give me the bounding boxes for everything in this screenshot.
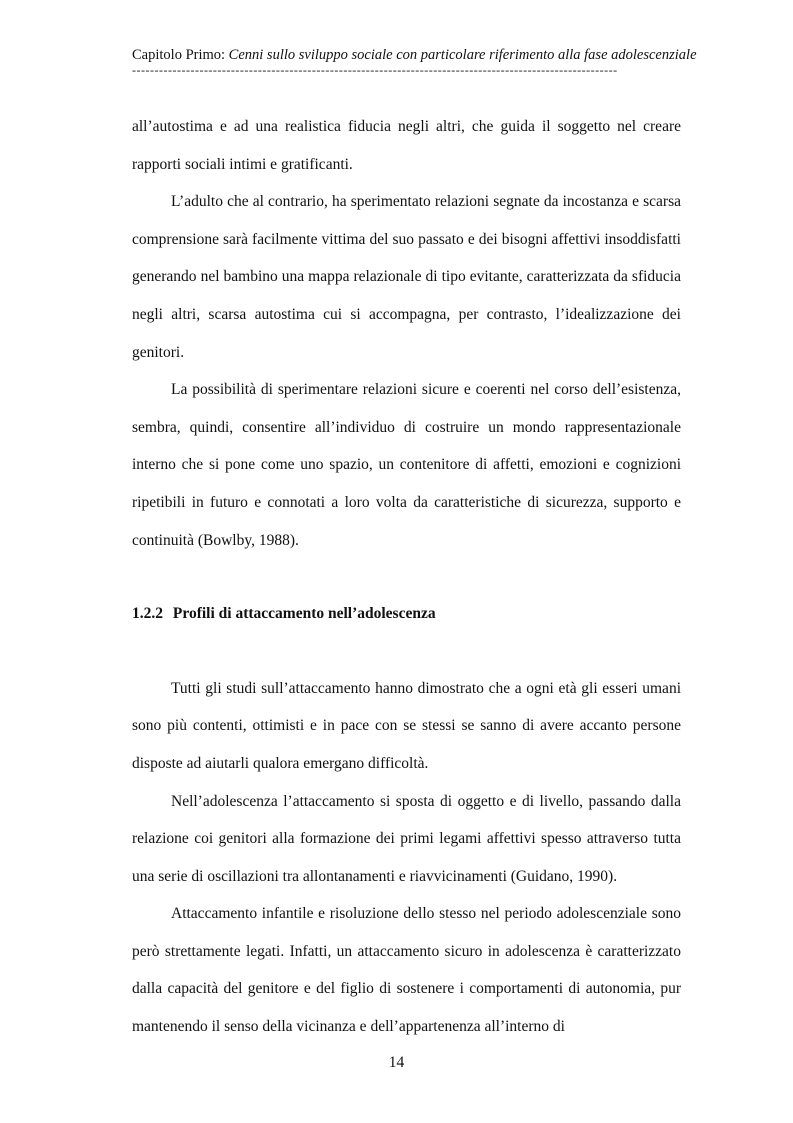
page-number: 14 — [388, 1054, 405, 1071]
paragraph-4: Tutti gli studi sull’attaccamento hanno dimostrato che a ogni età gli esseri umani sono più contenti, ottimisti e in pace con se stessi se sanno di avere accanto persone disposte ad aiutarli qualora emergano difficoltà. — [132, 679, 681, 772]
body-text — [132, 108, 681, 1046]
paragraph-2: L’adulto che al contrario, ha sperimentato relazioni segnate da incostanza e scarsa comprensione sarà facilmente vittima del suo passato e dei bisogni affettivi insoddisfatti generando nel bambino una mappa relazionale di tipo evitante, caratterizzata da sfiducia negli altri, scarsa autostima cui si accompagna, per contrasto, l’idealizzazione dei genitori. — [132, 193, 681, 361]
paragraph-6: Attaccamento infantile e risoluzione dello stesso nel periodo adolescenziale sono però strettamente legati. Infatti, un attaccamento sicuro in adolescenza è caratterizzato dalla capacità del genitore e del figlio di sostenere i comportamenti di autonomia, pur mantenendo il senso della vicinanza e dell’appartenenza all’interno di — [132, 905, 681, 1036]
header-chapter: Capitolo Primo: — [132, 47, 229, 63]
header-title: Cenni sullo sviluppo sociale con particolare riferimento alla fase adolescenziale — [228, 47, 697, 63]
paragraph-1: all’autostima e ad una realistica fiducia negli altri, che guida il soggetto nel creare rapporti sociali intimi e gratificanti. — [132, 118, 681, 173]
section-number: 1.2.2 — [132, 605, 163, 623]
section-heading — [132, 595, 681, 633]
section-title: Profili di attaccamento nell’adolescenza — [172, 605, 436, 623]
paragraph-3: La possibilità di sperimentare relazioni sicure e coerenti nel corso dell’esistenza, sembra, quindi, consentire all’individuo di costruire un mondo rappresentazionale interno che si pone come uno spazio, un contenitore di affetti, emozioni e cognizioni ripetibili in futuro e connotati a loro volta da caratteristiche di sicurezza, supporto e continuità (Bowlby, 1988). — [132, 381, 681, 549]
running-header — [132, 46, 697, 64]
header-rule: ------------------------------------------------------------------------------------------------------------ — [132, 63, 618, 77]
paragraph-5: Nell’adolescenza l’attaccamento si sposta di oggetto e di livello, passando dalla relazione coi genitori alla formazione dei primi legami affettivi spesso attraverso tutta una serie di oscillazioni tra allontanamenti e riavvicinamenti (Guidano, 1990). — [132, 792, 681, 885]
